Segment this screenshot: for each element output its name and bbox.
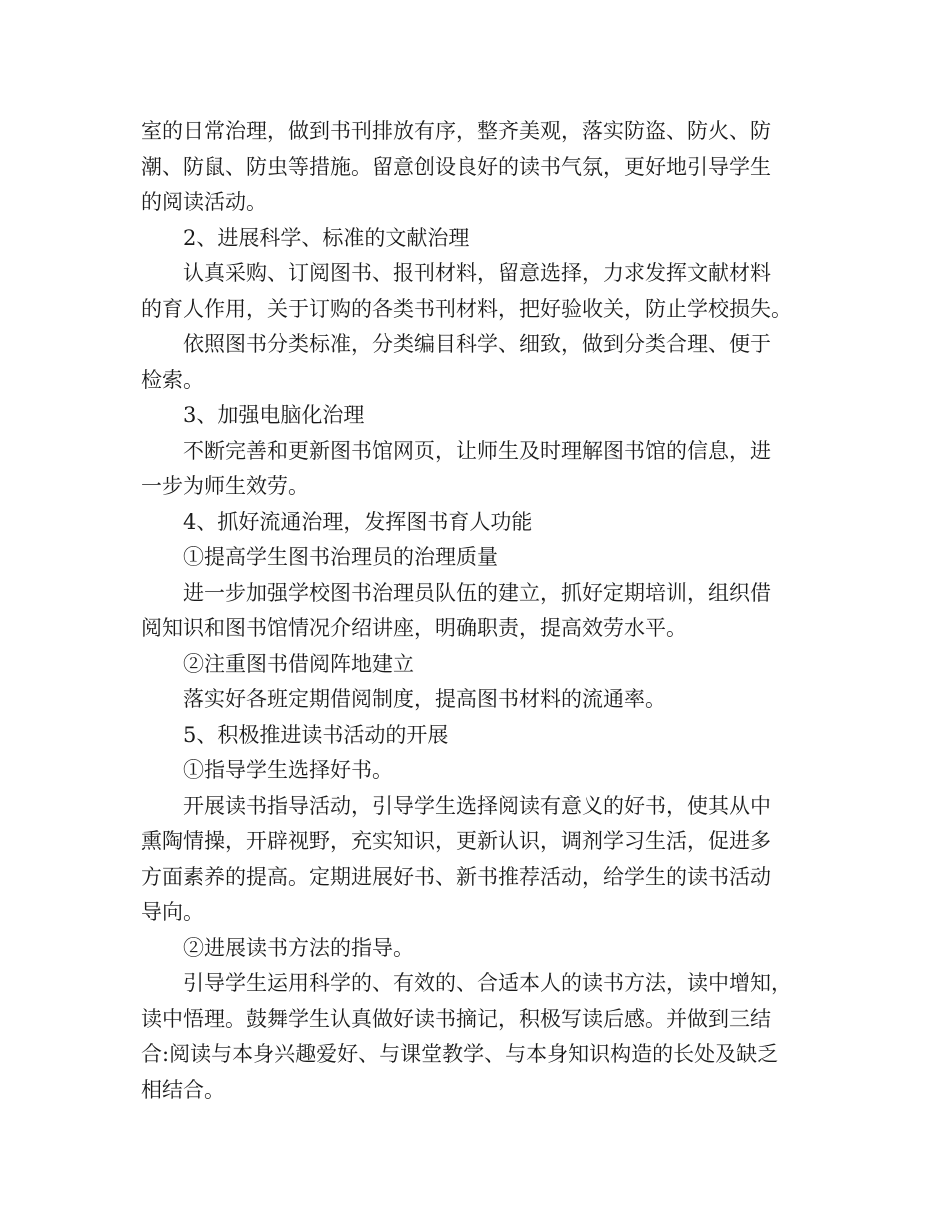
- document-body: [141, 114, 813, 1108]
- section-heading-4: 4、抓好流通治理，发挥图书育人功能: [183, 509, 533, 534]
- subheading: ①提高学生图书治理员的治理质量: [183, 545, 498, 569]
- paragraph-continuation: 室的日常治理，做到书刊排放有序，整齐美观，落实防盗、防火、防 潮、防鼠、防虫等措施。留意创设良好的读书气氛，更好地引导学生 的阅读活动。: [141, 119, 771, 214]
- subheading: ②进展读书方法的指导。: [183, 935, 414, 960]
- paragraph: 引导学生运用科学的、有效的、合适本人的读书方法，读中增知， 读中悟理。鼓舞学生认真做好读书摘记，积极写读后感。并做到三结 合:阅读与本身兴趣爱好、与课堂教学、与本身知识构造的长处及缺乏 相结合。: [141, 971, 792, 1102]
- paragraph: 认真采购、订阅图书、报刊材料，留意选择，力求发挥文献材料 的育人作用，关于订购的各类书刊材料，把好验收关，防止学校损失。: [141, 261, 792, 321]
- paragraph: 落实好各班定期借阅制度，提高图书材料的流通率。: [183, 687, 666, 711]
- section-heading-5: 5、积极推进读书活动的开展: [183, 722, 449, 747]
- subheading: ②注重图书借阅阵地建立: [183, 651, 414, 676]
- section-heading-2: 2、进展科学、标准的文献治理: [183, 225, 470, 250]
- paragraph: 依照图书分类标准，分类编目科学、细致，做到分类合理、便于 检索。: [141, 332, 771, 392]
- subheading: ①指导学生选择好书。: [183, 758, 393, 782]
- section-heading-3: 3、加强电脑化治理: [183, 403, 365, 427]
- paragraph: 进一步加强学校图书治理员队伍的建立，抓好定期培训，组织借 阅知识和图书馆情况介绍讲座，明确职责，提高效劳水平。: [141, 580, 771, 640]
- paragraph: 开展读书指导活动，引导学生选择阅读有意义的好书，使其从中 熏陶情操，开辟视野，充实知识，更新认识，调剂学习生活，促进多 方面素养的提高。定期进展好书、新书推荐活动，给学生的读书活动 导向。: [141, 793, 771, 924]
- paragraph: 不断完善和更新图书馆网页，让师生及时理解图书馆的信息，进 一步为师生效劳。: [141, 438, 771, 498]
